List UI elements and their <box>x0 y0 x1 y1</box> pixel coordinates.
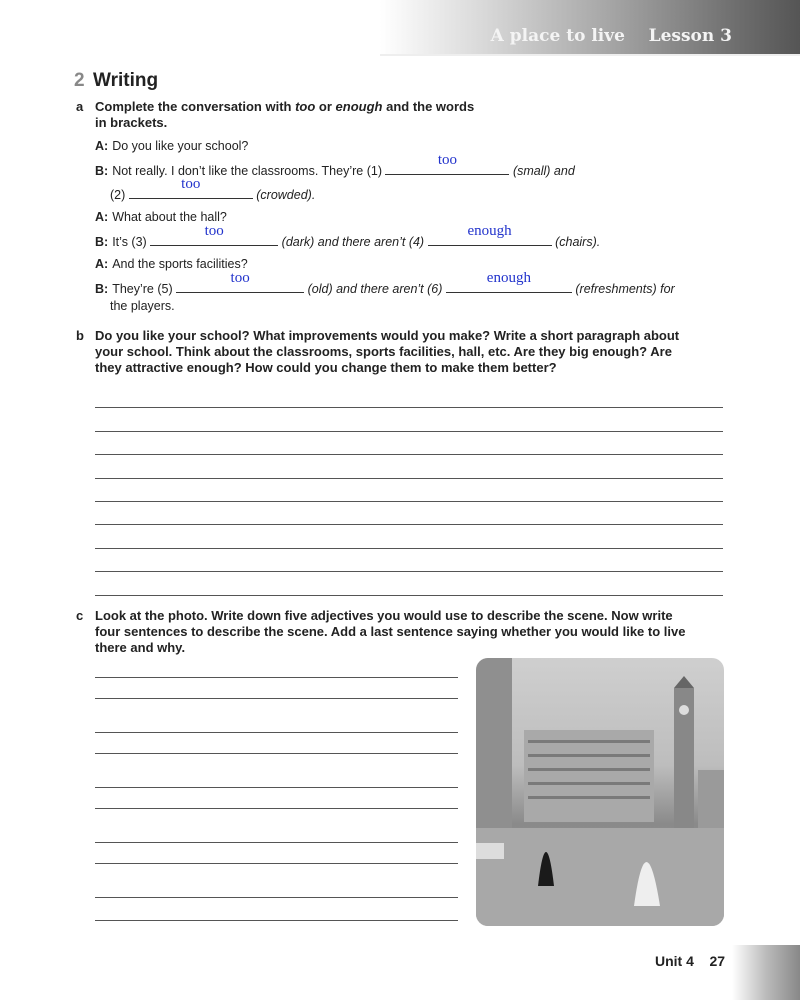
writing-line[interactable] <box>95 863 458 864</box>
exercise-b-instruction: Do you like your school? What improvements would you make? Write a short paragraph about your school. Think about the classrooms, sports facilities, hall, etc. Are they big enough? Are they attractive enough? How could you change them to make them better? <box>95 328 680 375</box>
answer-blank-4[interactable]: enough <box>428 234 552 246</box>
writing-line[interactable] <box>95 571 723 572</box>
writing-line[interactable] <box>95 407 723 408</box>
writing-line[interactable] <box>95 753 458 754</box>
writing-line[interactable] <box>95 478 723 479</box>
writing-line[interactable] <box>95 732 458 733</box>
dialogue-line: the players. <box>110 299 175 313</box>
answer-blank-5[interactable]: too <box>176 281 304 293</box>
photo-illustration <box>476 658 724 926</box>
dialogue-line: A: And the sports facilities? <box>95 257 248 271</box>
dialogue-line: B: It’s (3) too (dark) and there aren’t (4) enough (chairs). <box>95 223 601 249</box>
page-number: 27 <box>709 953 726 969</box>
writing-line[interactable] <box>95 698 458 699</box>
writing-line[interactable] <box>95 677 458 678</box>
dialogue-line: A: Do you like your school? <box>95 139 249 153</box>
exercise-b-label: b <box>76 328 84 343</box>
writing-line[interactable] <box>95 897 458 898</box>
dialogue-line: A: What about the hall? <box>95 210 227 224</box>
unit-number: Unit 4 <box>655 953 694 969</box>
unit-title: A place to live <box>490 26 625 46</box>
answer-blank-2[interactable]: too <box>129 187 253 199</box>
answer-blank-3[interactable]: too <box>150 234 278 246</box>
answer-blank-6[interactable]: enough <box>446 281 572 293</box>
dialogue-line: B: They’re (5) too (old) and there aren’t (6) enough (refreshments) for <box>95 270 675 296</box>
writing-line[interactable] <box>95 548 723 549</box>
writing-line[interactable] <box>95 595 723 596</box>
section-number: 2 <box>74 70 85 91</box>
lesson-label: Lesson 3 <box>648 26 732 46</box>
writing-line[interactable] <box>95 787 458 788</box>
writing-line[interactable] <box>95 842 458 843</box>
writing-line[interactable] <box>95 808 458 809</box>
answer-blank-1[interactable]: too <box>385 163 509 175</box>
writing-line[interactable] <box>95 431 723 432</box>
exercise-a-instruction: Complete the conversation with too or enough and the words in brackets. <box>95 99 475 130</box>
writing-line[interactable] <box>95 501 723 502</box>
exercise-c-instruction: Look at the photo. Write down five adjectives you would use to describe the scene. Now write four sentences to describe the scene. Add a last sentence saying whether you would like to live there and why. <box>95 608 686 655</box>
footer-page-info <box>655 953 725 969</box>
section-title: Writing <box>93 70 159 91</box>
writing-line[interactable] <box>95 920 458 921</box>
street-scene-photo <box>476 658 724 926</box>
writing-line[interactable] <box>95 454 723 455</box>
dialogue-line: (2) too (crowded). <box>110 176 316 202</box>
exercise-c-label: c <box>76 608 84 623</box>
dialogue-line: B: Not really. I don’t like the classrooms. They’re (1) too (small) and <box>95 152 575 178</box>
header-title <box>491 26 732 46</box>
writing-line[interactable] <box>95 524 723 525</box>
exercise-a-label: a <box>76 99 84 114</box>
section-heading <box>74 70 158 92</box>
